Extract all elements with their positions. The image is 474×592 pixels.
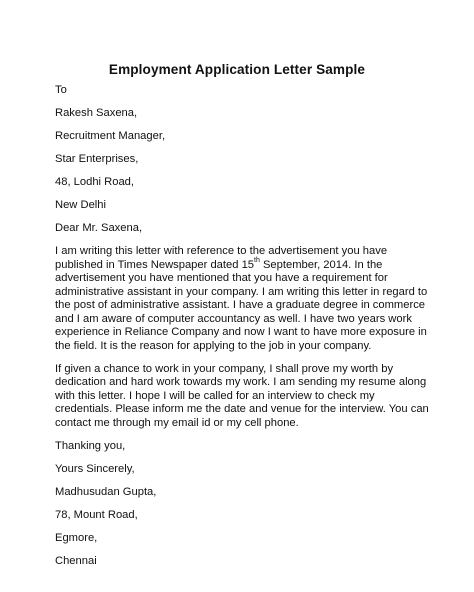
paragraph-1 bbox=[55, 245, 428, 353]
paragraph-line: experience in Reliance Company and now I want to have more exposure in bbox=[55, 326, 427, 338]
closing-thanks: Thanking you, bbox=[55, 439, 126, 452]
closing-signoff: Yours Sincerely, bbox=[55, 462, 135, 475]
letter-body bbox=[55, 84, 429, 578]
paragraph-line: administrative assistant in your company. I am writing this letter in regard to bbox=[55, 285, 428, 298]
sender-area: Egmore, bbox=[55, 531, 98, 544]
date-text-after: September, 2014. In the bbox=[259, 258, 383, 271]
paragraph-line: advertisement you have mentioned that you have a requirement for bbox=[55, 272, 388, 284]
sender-name: Madhusudan Gupta, bbox=[55, 485, 157, 498]
recipient-street: 48, Lodhi Road, bbox=[55, 176, 134, 188]
paragraph-line: I am writing this letter with reference to the advertisement you have bbox=[55, 245, 388, 257]
paragraph-line: the field. It is the reason for applying to the job in your company. bbox=[55, 339, 372, 352]
paragraph-line: If given a chance to work in your company, I shall prove my worth by bbox=[55, 362, 394, 375]
date-ordinal-suffix: th bbox=[254, 256, 260, 264]
recipient-company: Star Enterprises, bbox=[55, 153, 139, 165]
paragraph-line: dedication and hard work towards my work. I am sending my resume along bbox=[55, 376, 427, 388]
paragraph-line bbox=[55, 256, 425, 273]
recipient-city: New Delhi bbox=[55, 199, 106, 211]
sender-city: Chennai bbox=[55, 554, 97, 567]
date-text-before: published in Times Newspaper dated 15 bbox=[55, 258, 255, 271]
salutation: Dear Mr. Saxena, bbox=[55, 222, 143, 234]
recipient-position: Recruitment Manager, bbox=[55, 130, 166, 142]
letter-title: Employment Application Letter Sample bbox=[108, 62, 366, 77]
paragraph-line: and I am aware of computer accountancy as well. I have two years work bbox=[55, 312, 412, 325]
paragraph-line: the post of administrative assistant. I have a graduate degree in commerce bbox=[55, 299, 426, 311]
paragraph-2 bbox=[55, 362, 429, 431]
recipient-name: Rakesh Saxena, bbox=[55, 107, 138, 119]
recipient-to: To bbox=[55, 84, 67, 96]
paragraph-line: contact me through my email id or my cell phone. bbox=[55, 416, 299, 429]
paragraph-line: credentials. Please inform me the date and venue for the interview. You can bbox=[55, 403, 429, 415]
paragraph-line: with this letter. I hope I will be called for an interview to check my bbox=[55, 389, 375, 402]
sender-street: 78, Mount Road, bbox=[55, 508, 138, 521]
